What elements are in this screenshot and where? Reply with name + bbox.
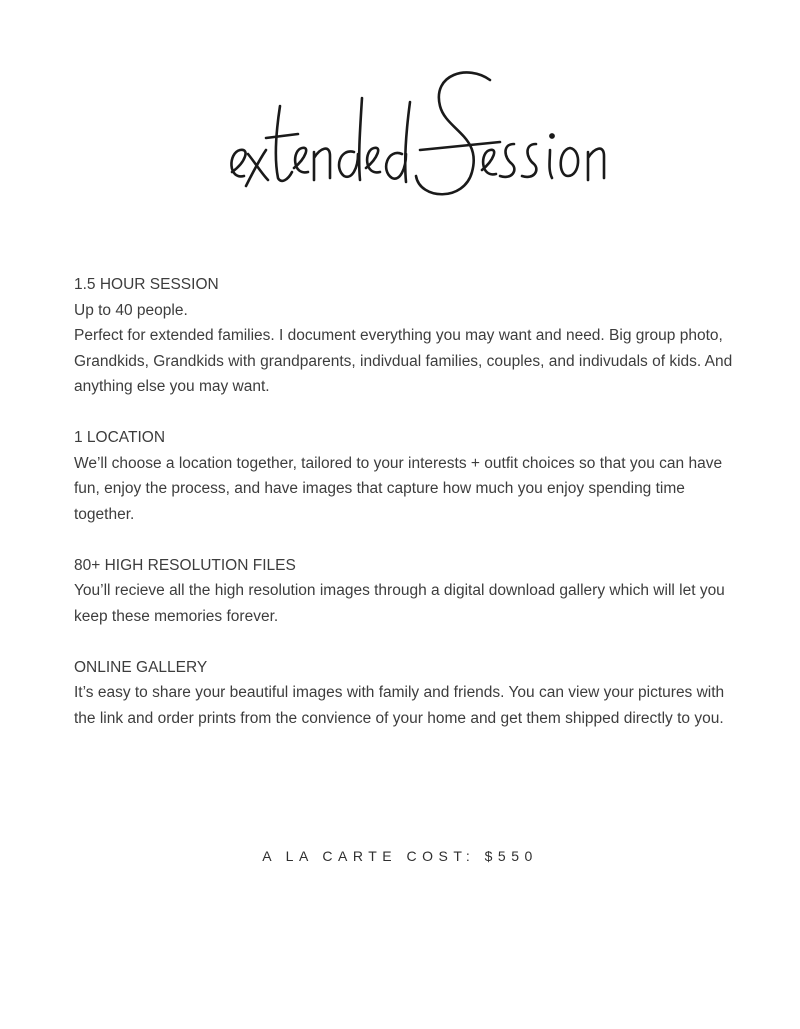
package-details <box>74 272 734 757</box>
section-heading: 80+ HIGH RESOLUTION FILES <box>74 556 296 574</box>
section-heading: 1 LOCATION <box>74 429 166 446</box>
script-title <box>0 40 800 220</box>
cost-label: A LA CARTE COST: $550 <box>262 848 538 864</box>
section-heading: 1.5 HOUR SESSION <box>74 276 219 293</box>
section-heading: ONLINE GALLERY <box>74 658 208 676</box>
section-line: You’ll recieve all the high resolution images through a digital download gallery which will let you keep these memories forever. <box>74 582 725 625</box>
section-session <box>74 272 734 400</box>
section-location <box>74 425 734 527</box>
section-line: Up to 40 people. <box>74 301 188 319</box>
section-line: It’s easy to share your beautiful images with family and friends. You can view your pictures with the link and order prints from the convience of your home and get them shipped directly to you. <box>74 684 725 727</box>
section-files <box>74 553 734 630</box>
section-line: We’ll choose a location together, tailored to your interests + outfit choices so that you can have fun, enjoy the process, and have images that capture how much you enjoy spending time together. <box>74 454 723 523</box>
script-title-artwork <box>0 40 800 220</box>
section-line: Perfect for extended families. I document everything you may want and need. Big group photo, Grandkids, Grandkids with grandparents, indivdual families, couples, and indivudals of kids. And anything else you may want. <box>74 327 733 395</box>
section-gallery <box>74 655 734 732</box>
